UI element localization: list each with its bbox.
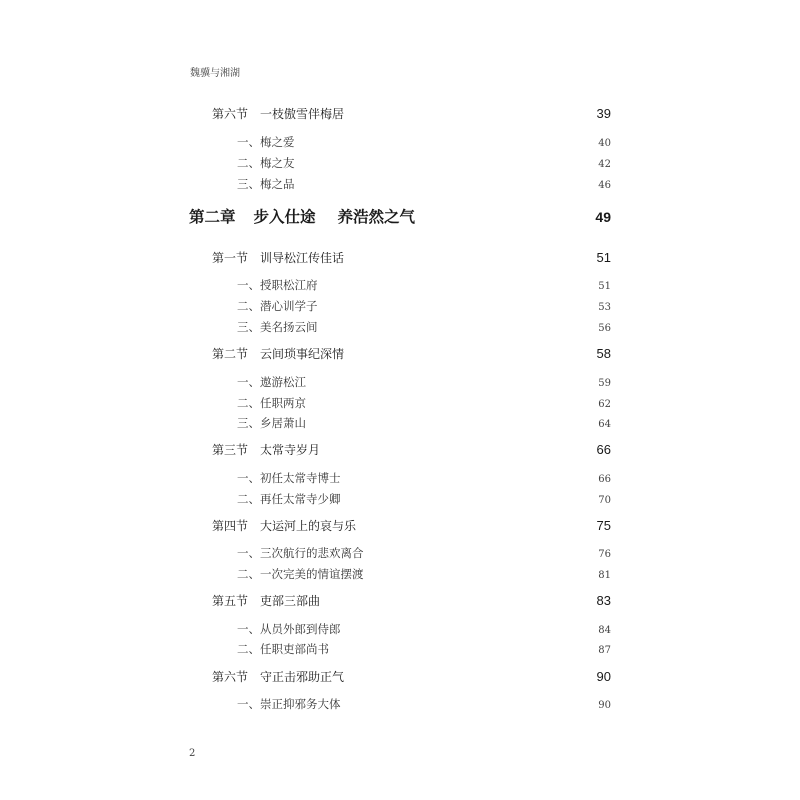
toc-item-row[interactable] [237,621,611,637]
item-label: 一、初任太常寺博士 [237,471,341,485]
item-label: 一、梅之爱 [237,135,295,149]
toc-section-row[interactable] [212,345,611,362]
item-page: 62 [598,399,611,410]
toc-item-row[interactable] [237,641,611,657]
item-page: 64 [598,419,611,430]
item-page: 59 [598,378,611,389]
section-number: 第五节 [212,594,249,608]
toc-item-row[interactable] [237,415,611,431]
item-label: 一、三次航行的悲欢离合 [237,546,364,560]
item-label: 二、任职吏部尚书 [237,642,329,656]
section-title: 一枝傲雪伴梅居 [260,107,345,121]
item-page: 87 [598,645,611,656]
toc-item-row[interactable] [237,491,611,507]
section-title: 太常寺岁月 [260,443,321,457]
item-label: 一、遨游松江 [237,375,306,389]
item-label: 二、再任太常寺少卿 [237,492,341,506]
item-label: 二、梅之友 [237,156,295,170]
item-page: 51 [598,281,611,292]
item-label: 二、潜心训学子 [237,299,318,313]
item-page: 66 [598,474,611,485]
toc-item-row[interactable] [237,374,611,390]
item-page: 90 [598,700,611,711]
chapter-title-part1: 步入仕途 [253,207,316,226]
item-page: 56 [598,323,611,334]
item-page: 76 [598,549,611,560]
toc-section-row[interactable] [212,668,611,685]
toc-section-row[interactable] [212,249,611,266]
toc-item-row[interactable] [237,470,611,486]
toc-section-row[interactable] [212,105,611,122]
section-page: 90 [596,669,611,684]
toc-item-row[interactable] [237,298,611,314]
section-number: 第三节 [212,443,249,457]
section-number: 第四节 [212,519,249,533]
toc-item-row[interactable] [237,566,611,582]
item-page: 46 [598,180,611,191]
page-number: 2 [189,748,196,759]
section-page: 75 [596,518,611,533]
item-label: 一、从员外郎到侍郎 [237,622,341,636]
section-page: 66 [596,442,611,457]
item-page: 42 [598,159,611,170]
section-page: 58 [596,346,611,361]
item-label: 一、授职松江府 [237,278,318,292]
item-label: 三、梅之品 [237,177,295,191]
item-page: 81 [598,570,611,581]
section-number: 第六节 [212,670,249,684]
item-label: 二、一次完美的情谊摆渡 [237,567,364,581]
section-page: 51 [596,250,611,265]
running-header: 魏骥与湘湖 [190,68,240,79]
section-number: 第一节 [212,251,249,265]
toc-section-row[interactable] [212,517,611,534]
section-number: 第六节 [212,107,249,121]
item-page: 40 [598,138,611,149]
section-page: 39 [596,106,611,121]
toc-item-row[interactable] [237,319,611,335]
item-page: 70 [598,495,611,506]
section-page: 83 [596,593,611,608]
chapter-title-part2: 养浩然之气 [337,207,416,226]
toc-item-row[interactable] [237,155,611,171]
section-title: 吏部三部曲 [260,594,321,608]
toc-item-row[interactable] [237,545,611,561]
toc-item-row[interactable] [237,395,611,411]
section-title: 云间琐事纪深情 [260,347,345,361]
toc-section-row[interactable] [212,592,611,609]
toc-item-row[interactable] [237,176,611,192]
chapter-number: 第二章 [189,207,236,226]
item-page: 84 [598,625,611,636]
item-page: 53 [598,302,611,313]
item-label: 二、任职两京 [237,396,306,410]
toc-item-row[interactable] [237,277,611,293]
item-label: 三、乡居萧山 [237,416,306,430]
item-label: 一、崇正抑邪务大体 [237,697,341,711]
toc-item-row[interactable] [237,134,611,150]
toc-item-row[interactable] [237,696,611,712]
toc-chapter-row[interactable] [189,205,611,227]
section-number: 第二节 [212,347,249,361]
section-title: 大运河上的哀与乐 [260,519,357,533]
section-title: 训导松江传佳话 [260,251,345,265]
section-title: 守正击邪助正气 [260,670,345,684]
chapter-page: 49 [595,209,611,225]
toc-section-row[interactable] [212,441,611,458]
item-label: 三、美名扬云间 [237,320,318,334]
